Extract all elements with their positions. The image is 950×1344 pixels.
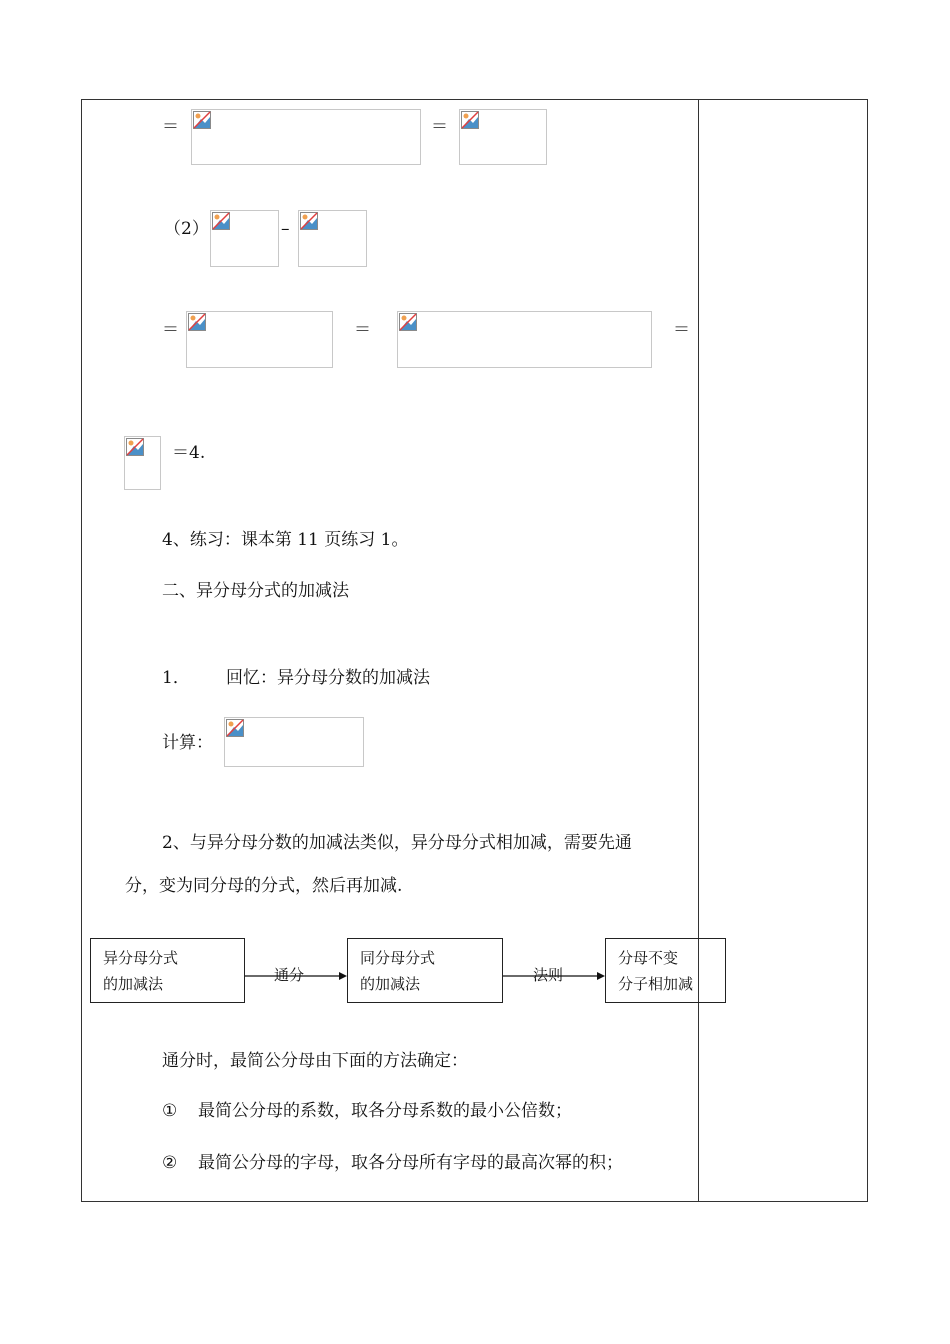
exercise-text: 4、练习：课本第 11 页练习 1。: [162, 530, 409, 550]
equals-sign: ＝: [162, 117, 179, 137]
flow-box-line: 的加减法: [103, 975, 164, 993]
table-column-divider: [698, 99, 699, 1202]
equals-sign: ＝: [162, 320, 179, 340]
minus-sign: –: [281, 219, 290, 239]
flow-arrow-label: 法则: [533, 966, 564, 984]
formula-image: [186, 311, 333, 368]
formula-image: [459, 109, 547, 165]
broken-image-icon: [300, 212, 318, 230]
table-frame: [81, 99, 868, 1202]
formula-image: [191, 109, 421, 165]
rules-intro: 通分时，最简公分母由下面的方法确定：: [162, 1051, 468, 1071]
flow-box-result: [605, 938, 726, 1003]
equals-sign: ＝: [354, 320, 371, 340]
rule-text: 最简公分母的系数，取各分母系数的最小公倍数；: [198, 1101, 572, 1121]
formula-image: [224, 717, 364, 767]
flow-box-line: 分子相加减: [618, 975, 694, 993]
broken-image-icon: [212, 212, 230, 230]
section-heading: 二、异分母分式的加减法: [162, 581, 349, 601]
flow-box-line: 分母不变: [618, 949, 679, 967]
rule-marker: ①: [162, 1101, 178, 1121]
broken-image-icon: [461, 111, 479, 129]
broken-image-icon: [126, 438, 144, 456]
rule-marker: ②: [162, 1153, 178, 1173]
formula-image: [210, 210, 279, 267]
broken-image-icon: [399, 313, 417, 331]
broken-image-icon: [193, 111, 211, 129]
equals-sign: ＝: [673, 320, 690, 340]
formula-image: [124, 436, 161, 490]
flow-box-same-denominator: [347, 938, 503, 1003]
broken-image-icon: [226, 719, 244, 737]
formula-image: [298, 210, 367, 267]
part-label: （2）: [164, 219, 209, 239]
equals-sign: ＝: [431, 117, 448, 137]
paragraph-line: 分，变为同分母的分式，然后再加减.: [125, 876, 403, 896]
result-text: ＝4.: [172, 443, 206, 463]
recall-number: 1．: [162, 668, 190, 688]
flow-box-different-denominator: [90, 938, 245, 1003]
flow-box-line: 同分母分式: [360, 949, 436, 967]
paragraph-line: 2、与异分母分数的加减法类似，异分母分式相加减，需要先通: [162, 833, 632, 853]
calc-label: 计算：: [162, 733, 213, 753]
recall-text: 回忆：异分母分数的加减法: [226, 668, 430, 688]
flow-box-line: 的加减法: [360, 975, 421, 993]
flow-box-line: 异分母分式: [103, 949, 179, 967]
broken-image-icon: [188, 313, 206, 331]
flow-arrow-label: 通分: [274, 966, 305, 984]
formula-image: [397, 311, 652, 368]
rule-text: 最简公分母的字母，取各分母所有字母的最高次幂的积；: [198, 1153, 623, 1173]
